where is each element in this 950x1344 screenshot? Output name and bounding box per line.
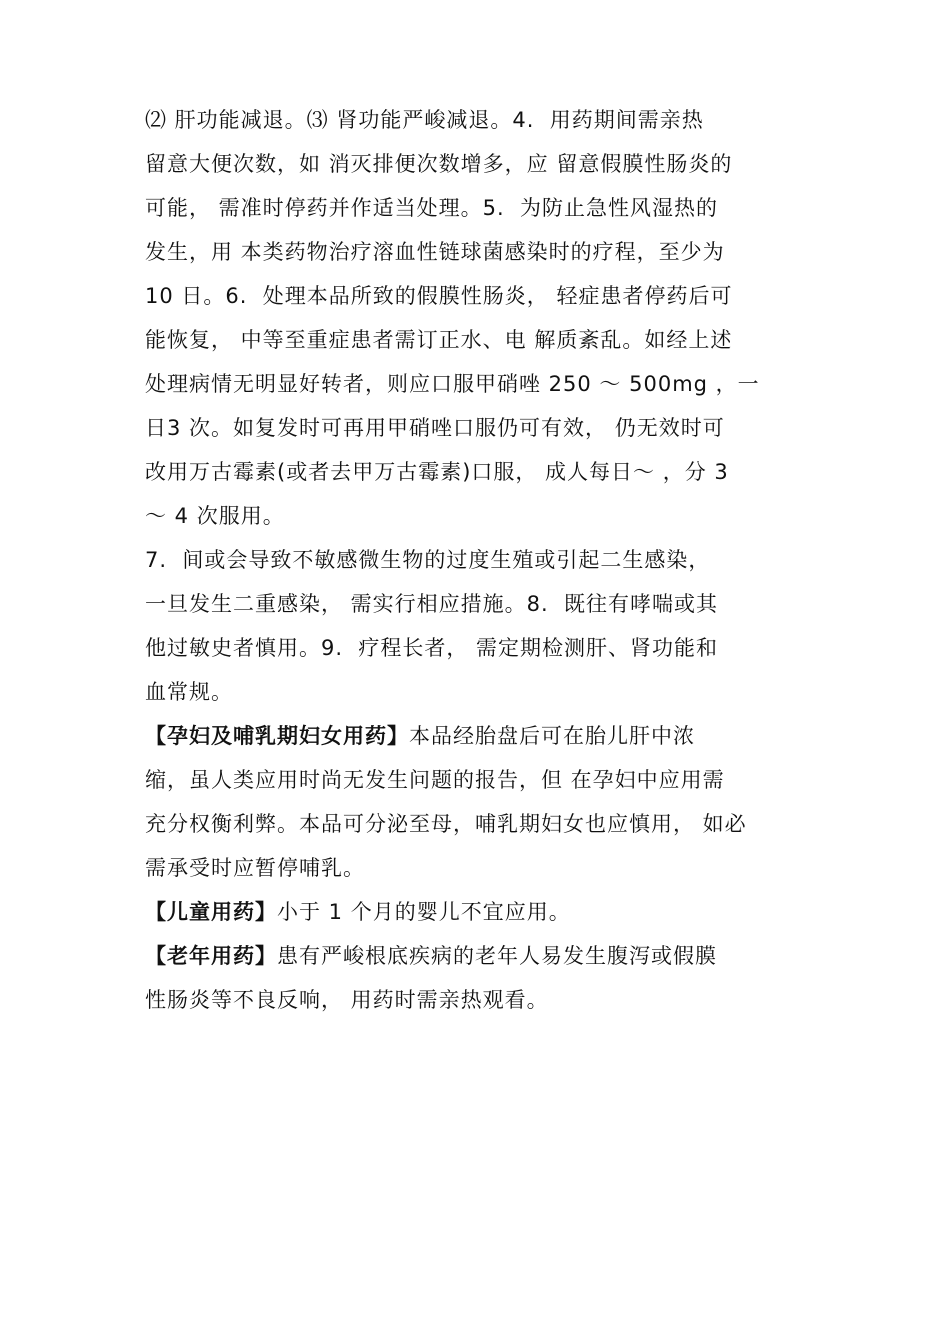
pregnancy-section-line-4: 需承受时应暂停哺乳。 [145,856,365,880]
pregnancy-heading: 【孕妇及哺乳期妇女用药】 [145,724,409,748]
text-line-11: 7. 间或会导致不敏感微生物的过度生殖或引起二生感染， [145,548,711,572]
text-line-3: 可能， 需准时停药并作适当处理。5. 为防止急性风湿热的 [145,196,719,220]
children-heading: 【儿童用药】 [145,900,277,924]
elderly-section-line-2: 性肠炎等不良反响， 用药时需亲热观看。 [145,988,549,1012]
children-text: 小于 1 个月的婴儿不宜应用。 [277,900,571,924]
text-line-2: 留意大便次数，如 消灭排便次数增多，应 留意假膜性肠炎的 [145,152,733,176]
text-line-14: 血常规。 [145,680,233,704]
elderly-section-line-1 [145,941,717,971]
pregnancy-text: 本品经胎盘后可在胎儿肝中浓 [409,724,695,748]
elderly-heading: 【老年用药】 [145,944,277,968]
text-line-5: 10 日。6. 处理本品所致的假膜性肠炎， 轻症患者停药后可 [145,284,733,308]
pregnancy-section-line-1 [145,721,695,751]
text-line-1: ⑵ 肝功能减退。⑶ 肾功能严峻减退。4. 用药期间需亲热 [145,108,704,132]
children-section-line [145,897,571,927]
text-line-6: 能恢复， 中等至重症患者需订正水、电 解质紊乱。如经上述 [145,328,733,352]
text-line-9: 改用万古霉素(或者去甲万古霉素)口服， 成人每日～ ，分 3 [145,460,729,484]
text-line-13: 他过敏史者慎用。9. 疗程长者， 需定期检测肝、肾功能和 [145,636,719,660]
text-line-7: 处理病情无明显好转者，则应口服甲硝唑 250 ～ 500mg ，一 [145,372,760,396]
text-line-12: 一旦发生二重感染， 需实行相应措施。8. 既往有哮喘或其 [145,592,719,616]
text-line-8: 日3 次。如复发时可再用甲硝唑口服仍可有效， 仍无效时可 [145,416,725,440]
pregnancy-section-line-2: 缩，虽人类应用时尚无发生问题的报告，但 在孕妇中应用需 [145,768,725,792]
elderly-text: 患有严峻根底疾病的老年人易发生腹泻或假膜 [277,944,717,968]
pregnancy-section-line-3: 充分权衡利弊。本品可分泌至母，哺乳期妇女也应慎用， 如必 [145,812,747,836]
text-line-10: ～ 4 次服用。 [145,504,285,528]
text-line-4: 发生，用 本类药物治疗溶血性链球菌感染时的疗程，至少为 [145,240,725,264]
